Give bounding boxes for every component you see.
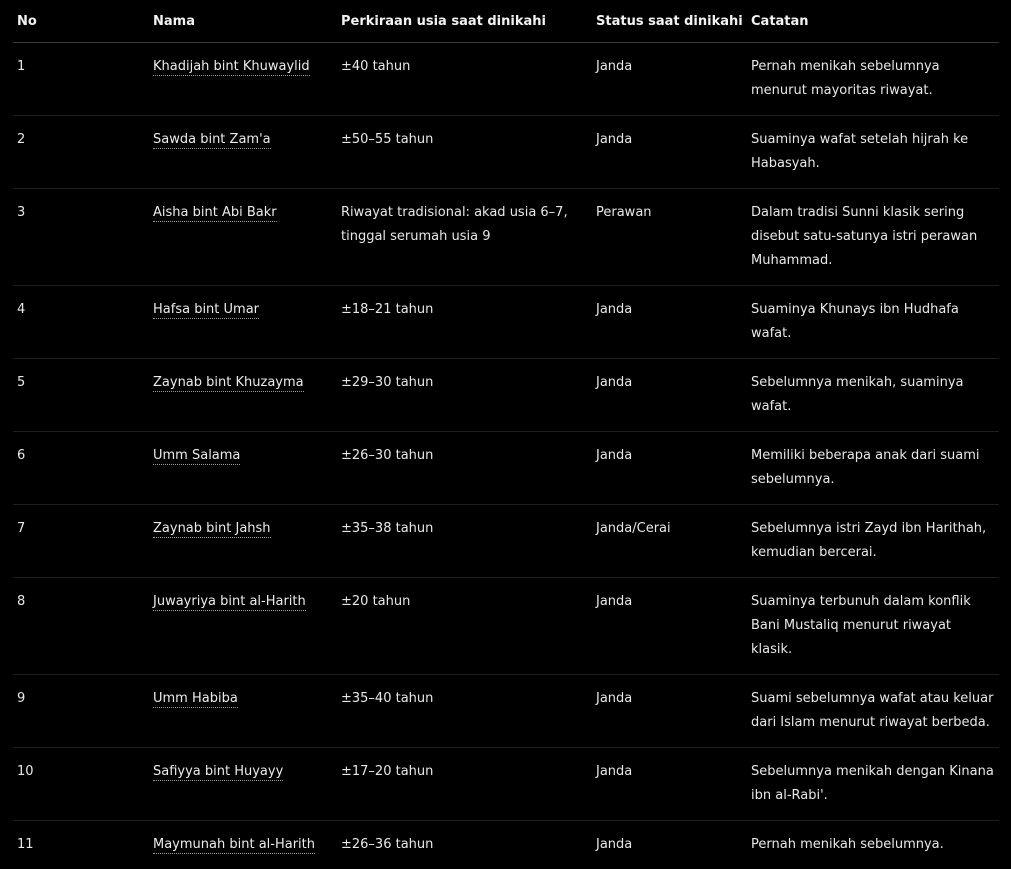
table-row (13, 821, 999, 869)
cell-status: Janda (592, 578, 747, 675)
cell-usia: ±40 tahun (337, 43, 592, 116)
table-row (13, 578, 999, 675)
cell-no: 4 (13, 286, 149, 359)
wife-name-link[interactable]: Zaynab bint Khuzayma (153, 375, 304, 392)
cell-usia: ±17–20 tahun (337, 748, 592, 821)
table-row (13, 748, 999, 821)
cell-no: 5 (13, 359, 149, 432)
cell-nama (149, 505, 337, 578)
cell-no: 11 (13, 821, 149, 869)
cell-status: Janda (592, 286, 747, 359)
cell-catatan: Suaminya wafat setelah hijrah ke Habasyah. (747, 116, 999, 189)
cell-usia: ±26–30 tahun (337, 432, 592, 505)
cell-nama (149, 286, 337, 359)
cell-usia: ±35–38 tahun (337, 505, 592, 578)
cell-catatan: Dalam tradisi Sunni klasik sering disebut satu-satunya istri perawan Muhammad. (747, 189, 999, 286)
wife-name-link[interactable]: Umm Habiba (153, 691, 238, 708)
wives-table (13, 0, 999, 869)
table-row (13, 359, 999, 432)
header-no: No (13, 0, 149, 43)
cell-usia: ±20 tahun (337, 578, 592, 675)
cell-nama (149, 359, 337, 432)
header-status: Status saat dinikahi (592, 0, 747, 43)
wife-name-link[interactable]: Umm Salama (153, 448, 240, 465)
table-body (13, 43, 999, 869)
table-row (13, 286, 999, 359)
cell-nama (149, 821, 337, 869)
wife-name-link[interactable]: Aisha bint Abi Bakr (153, 205, 277, 222)
cell-no: 1 (13, 43, 149, 116)
cell-usia: ±35–40 tahun (337, 675, 592, 748)
wife-name-link[interactable]: Zaynab bint Jahsh (153, 521, 271, 538)
wives-table-container (13, 0, 999, 869)
header-catatan: Catatan (747, 0, 999, 43)
wife-name-link[interactable]: Juwayriya bint al-Harith (153, 594, 306, 611)
cell-status: Janda/Cerai (592, 505, 747, 578)
cell-status: Janda (592, 359, 747, 432)
cell-catatan: Suaminya Khunays ibn Hudhafa wafat. (747, 286, 999, 359)
cell-catatan: Memiliki beberapa anak dari suami sebelumnya. (747, 432, 999, 505)
cell-status: Janda (592, 748, 747, 821)
table-row (13, 116, 999, 189)
cell-no: 10 (13, 748, 149, 821)
cell-nama (149, 432, 337, 505)
cell-status: Perawan (592, 189, 747, 286)
table-row (13, 189, 999, 286)
cell-catatan: Sebelumnya menikah dengan Kinana ibn al-Rabi'. (747, 748, 999, 821)
cell-nama (149, 43, 337, 116)
table-header (13, 0, 999, 43)
table-row (13, 432, 999, 505)
cell-nama (149, 748, 337, 821)
table-row (13, 43, 999, 116)
cell-status: Janda (592, 675, 747, 748)
cell-catatan: Sebelumnya istri Zayd ibn Harithah, kemudian bercerai. (747, 505, 999, 578)
cell-catatan: Pernah menikah sebelumnya. (747, 821, 999, 869)
cell-status: Janda (592, 821, 747, 869)
wife-name-link[interactable]: Sawda bint Zam'a (153, 132, 271, 149)
wife-name-link[interactable]: Khadijah bint Khuwaylid (153, 59, 310, 76)
cell-status: Janda (592, 116, 747, 189)
cell-nama (149, 578, 337, 675)
cell-no: 3 (13, 189, 149, 286)
header-usia: Perkiraan usia saat dinikahi (337, 0, 592, 43)
cell-usia: ±18–21 tahun (337, 286, 592, 359)
cell-no: 6 (13, 432, 149, 505)
cell-catatan: Suami sebelumnya wafat atau keluar dari Islam menurut riwayat berbeda. (747, 675, 999, 748)
cell-no: 8 (13, 578, 149, 675)
cell-no: 2 (13, 116, 149, 189)
table-row (13, 505, 999, 578)
wife-name-link[interactable]: Maymunah bint al-Harith (153, 837, 315, 854)
cell-nama (149, 189, 337, 286)
cell-nama (149, 116, 337, 189)
cell-catatan: Sebelumnya menikah, suaminya wafat. (747, 359, 999, 432)
wife-name-link[interactable]: Safiyya bint Huyayy (153, 764, 283, 781)
header-nama: Nama (149, 0, 337, 43)
cell-usia: ±50–55 tahun (337, 116, 592, 189)
cell-catatan: Pernah menikah sebelumnya menurut mayoritas riwayat. (747, 43, 999, 116)
cell-catatan: Suaminya terbunuh dalam konflik Bani Mustaliq menurut riwayat klasik. (747, 578, 999, 675)
header-row (13, 0, 999, 43)
cell-usia: ±26–36 tahun (337, 821, 592, 869)
wife-name-link[interactable]: Hafsa bint Umar (153, 302, 259, 319)
cell-no: 9 (13, 675, 149, 748)
cell-nama (149, 675, 337, 748)
cell-usia: ±29–30 tahun (337, 359, 592, 432)
cell-status: Janda (592, 432, 747, 505)
table-row (13, 675, 999, 748)
cell-usia: Riwayat tradisional: akad usia 6–7, tinggal serumah usia 9 (337, 189, 592, 286)
cell-no: 7 (13, 505, 149, 578)
cell-status: Janda (592, 43, 747, 116)
